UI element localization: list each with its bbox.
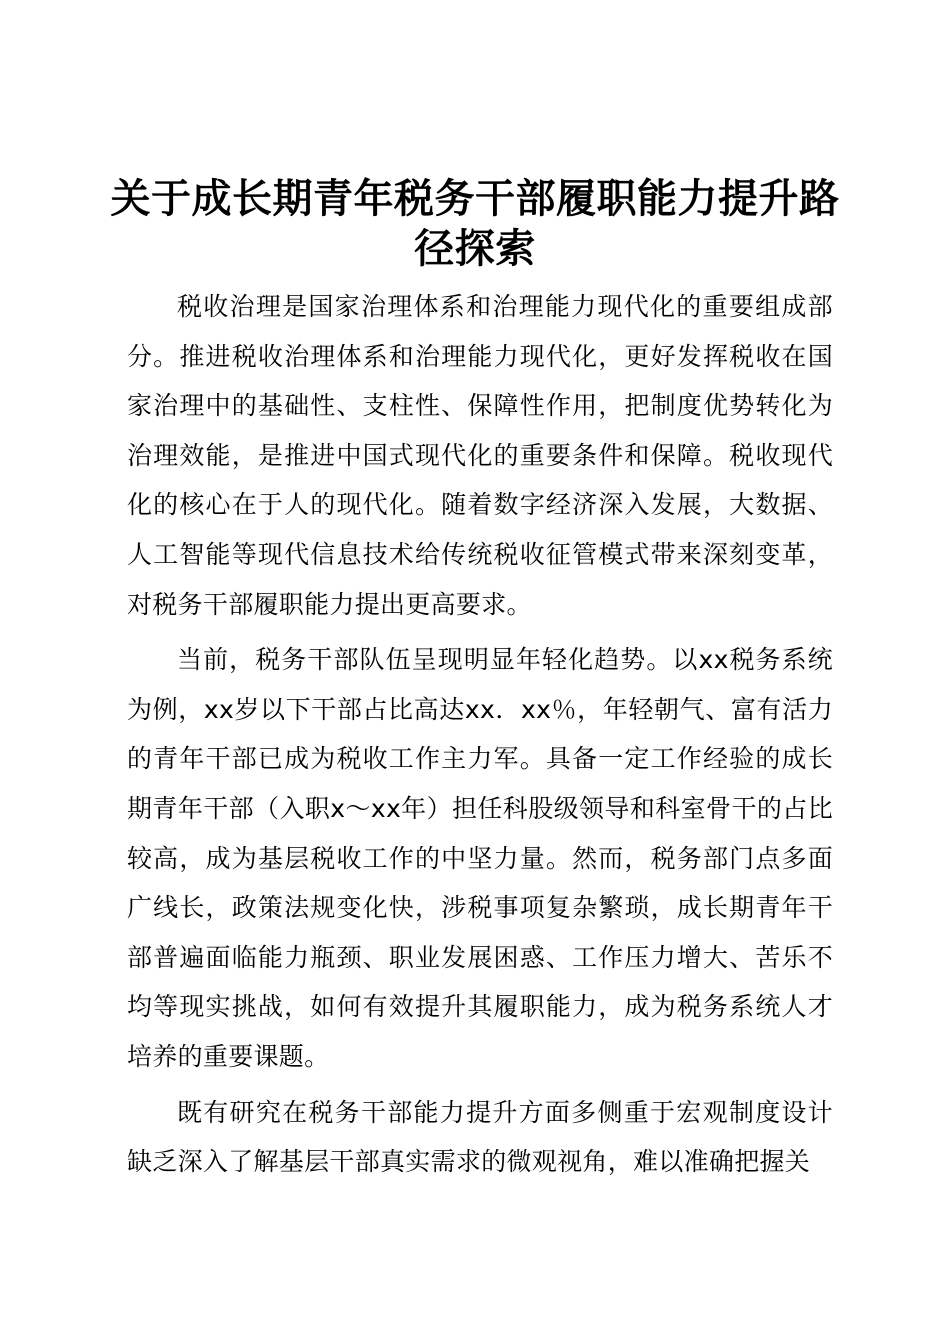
paragraph-3: 既有研究在税务干部能力提升方面多侧重于宏观制度设计缺乏深入了解基层干部真实需求的微观视角，难以准确把握关 [127,1097,833,1177]
document-title: 关于成长期青年税务干部履职能力提升路径探索 [110,176,840,272]
paragraph-2: 当前，税务干部队伍呈现明显年轻化趋势。以xx税务系统为例，xx岁以下干部占比高达xx．xx％，年轻朝气、富有活力的青年干部已成为税收工作主力军。具备一定工作经验的成长期青年干部（入职x～xx年）担任科股级领导和科室骨干的占比较高，成为基层税收工作的中坚力量。然而，税务部门点多面广线长，政策法规变化快，涉税事项复杂繁琐，成长期青年干部普遍面临能力瓶颈、职业发展困惑、工作压力增大、苦乐不均等现实挑战，如何有效提升其履职能力，成为税务系统人才培养的重要课题。 [127,645,833,1071]
document-body [127,282,833,1193]
paragraph-1: 税收治理是国家治理体系和治理能力现代化的重要组成部分。推进税收治理体系和治理能力现代化，更好发挥税收在国家治理中的基础性、支柱性、保障性作用，把制度优势转化为治理效能，是推进中国式现代化的重要条件和保障。税收现代化的核心在于人的现代化。随着数字经济深入发展，大数据、人工智能等现代信息技术给传统税收征管模式带来深刻变革，对税务干部履职能力提出更高要求。 [127,292,833,619]
